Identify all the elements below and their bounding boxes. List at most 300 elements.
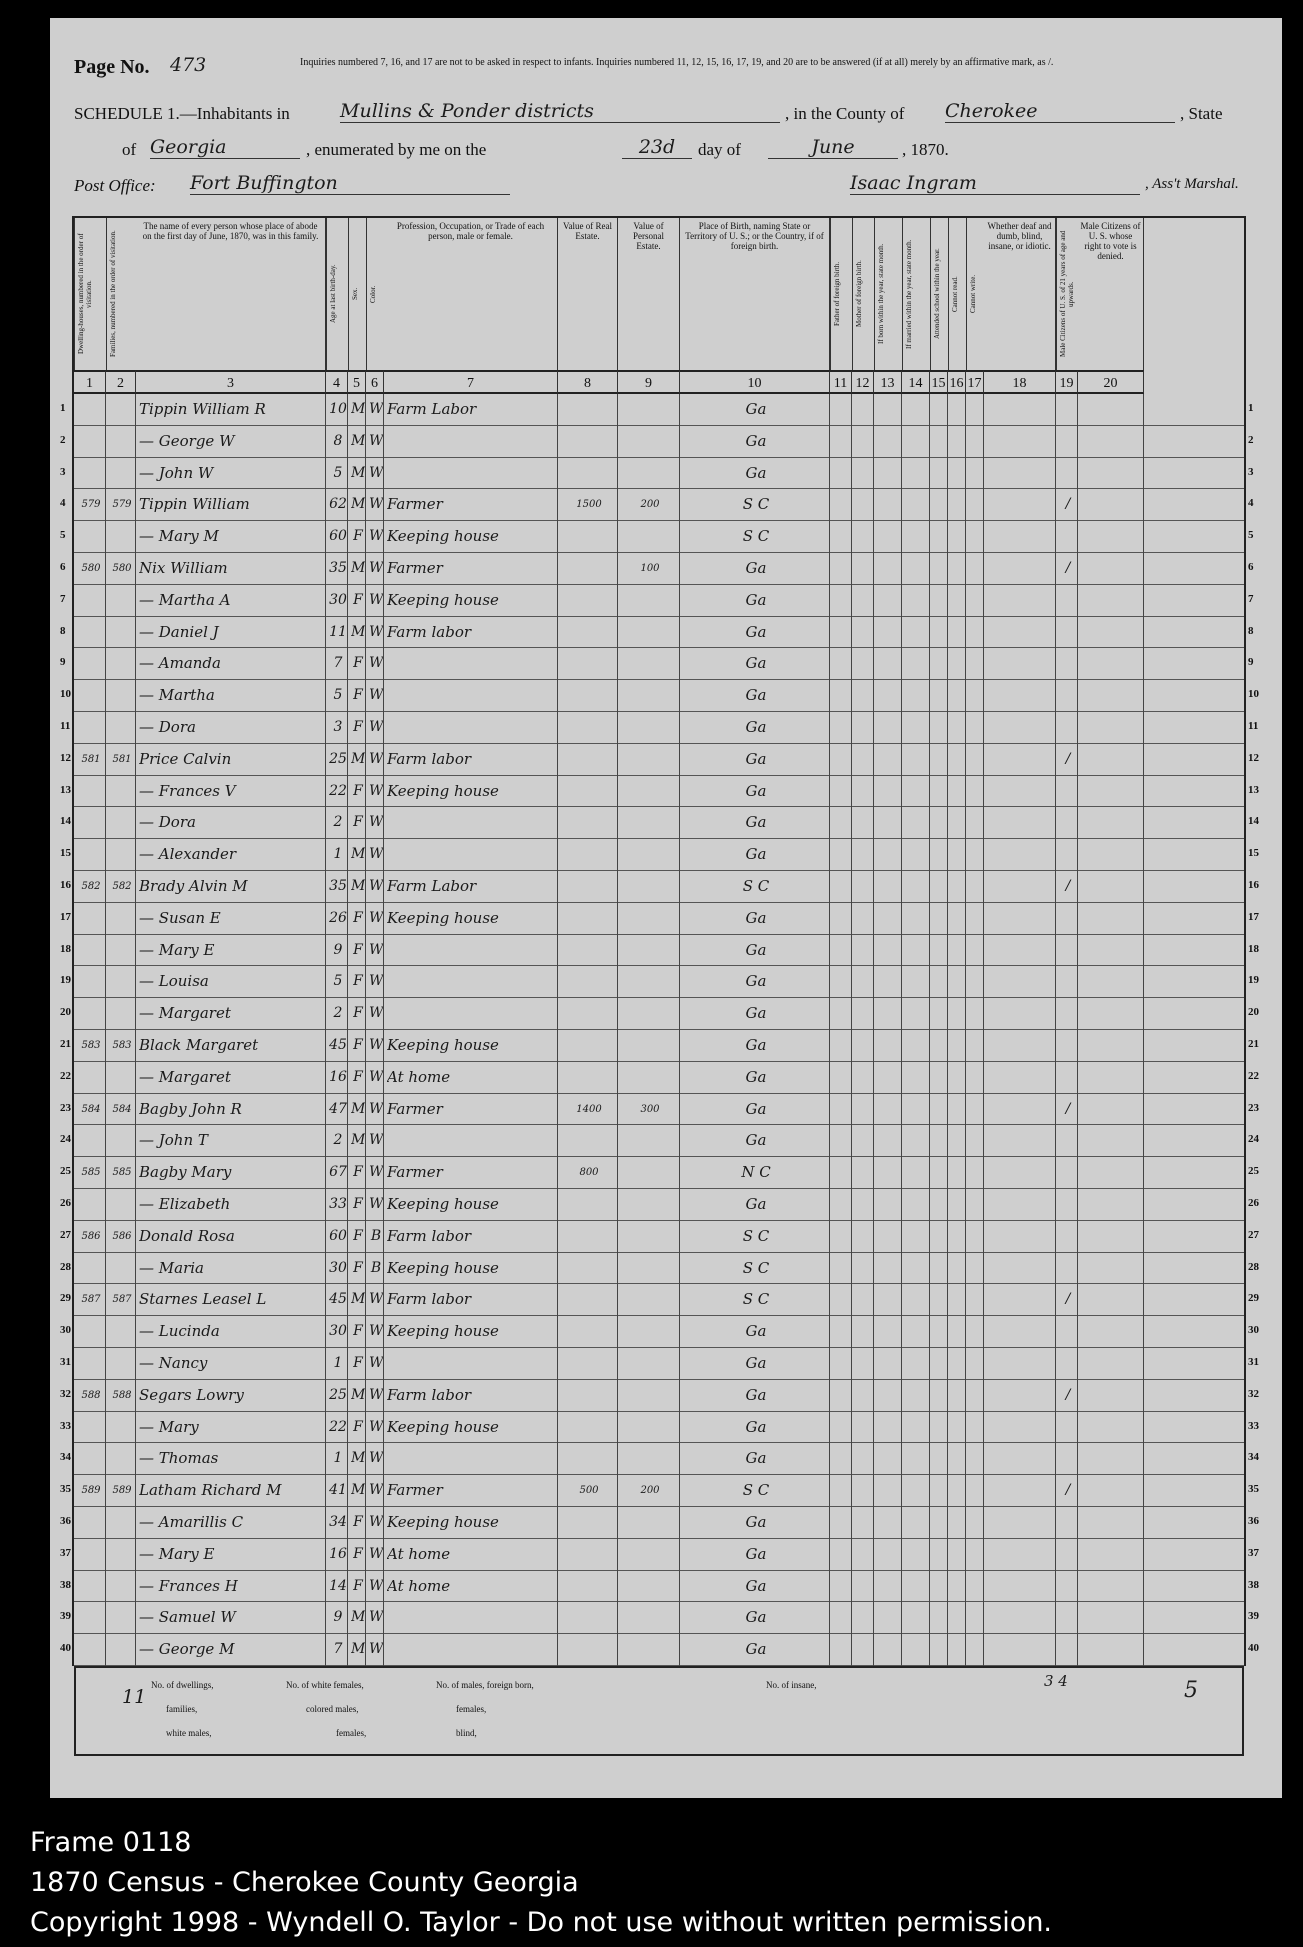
grid-line: [325, 521, 326, 553]
grid-line: [557, 1443, 558, 1475]
cell-color: W: [369, 1100, 383, 1117]
cell-color: W: [369, 1514, 383, 1530]
grid-line: [829, 680, 830, 712]
grid-line: [347, 553, 348, 585]
column-number-10: 10: [680, 370, 830, 394]
cell-re: 800: [579, 1167, 599, 1179]
cell-pe: [621, 966, 679, 998]
line-number-right: 4: [1248, 497, 1254, 510]
cell-name: — Martha: [139, 686, 215, 705]
grid-line: [557, 1284, 558, 1316]
column-number-7: 7: [384, 370, 558, 394]
cell-name: — Samuel W: [139, 1608, 236, 1627]
grid-line: [365, 871, 366, 903]
grid-line: [135, 1221, 136, 1253]
grid-line: [325, 1189, 326, 1221]
grid-line: [1077, 648, 1078, 680]
grid-line: [135, 1157, 136, 1189]
grid-line: [383, 1507, 384, 1539]
grid-line: [829, 648, 830, 680]
grid-line: [1077, 1539, 1078, 1571]
grid-line: [557, 903, 558, 935]
grid-line: [347, 839, 348, 871]
line-number-right: 9: [1248, 656, 1254, 669]
grid-line: [851, 1539, 852, 1571]
cell-color: W: [369, 1577, 383, 1594]
summary-tally-34: 3 4: [1044, 1672, 1068, 1690]
cell-dw: [77, 648, 105, 680]
grid-line: [1077, 617, 1078, 649]
cell-age: 10: [329, 401, 347, 417]
grid-line: [347, 585, 348, 617]
grid-line: [1055, 1030, 1056, 1062]
cell-fam: [109, 1634, 135, 1666]
cell-age: 67: [329, 1164, 347, 1181]
grid-line: [1055, 1412, 1056, 1444]
grid-line: [947, 394, 948, 426]
cell-age: 34: [329, 1514, 347, 1530]
cell-re: [561, 680, 617, 712]
schedule-label: SCHEDULE 1.—Inhabitants in: [74, 104, 290, 123]
state-label: , State: [1180, 104, 1223, 123]
cell-color: W: [369, 1068, 383, 1085]
grid-line: [325, 966, 326, 998]
cell-c19: [1059, 966, 1077, 998]
grid-line: [1055, 998, 1056, 1030]
grid-line: [873, 1253, 874, 1285]
grid-line: [1077, 1380, 1078, 1412]
cell-re: [561, 648, 617, 680]
line-number-left: 26: [60, 1197, 71, 1209]
grid-line: [105, 966, 106, 998]
grid-line: [983, 871, 984, 903]
grid-line: [851, 617, 852, 649]
cell-dw: [77, 1634, 105, 1666]
grid-line: [135, 1507, 136, 1539]
grid-line: [325, 1475, 326, 1507]
grid-line: [1077, 871, 1078, 903]
grid-line: [365, 648, 366, 680]
grid-line: [347, 712, 348, 744]
summary-tally-5: 5: [1184, 1678, 1198, 1703]
day-of-label: day of: [698, 140, 741, 159]
grid-line: [135, 1602, 136, 1634]
cell-fam: [109, 998, 135, 1030]
grid-line: [557, 1062, 558, 1094]
cell-fam: [109, 807, 135, 839]
cell-age: 14: [329, 1577, 347, 1594]
column-header-20: Male Citizens of U. S. whose right to vote is denied.: [1078, 218, 1144, 370]
cell-sex: F: [353, 1196, 363, 1212]
grid-line: [1143, 426, 1144, 458]
grid-line: [135, 521, 136, 553]
grid-line: [1143, 935, 1144, 967]
grid-line: [557, 807, 558, 839]
grid-line: [873, 1316, 874, 1348]
cell-color: W: [369, 1609, 383, 1626]
grid-line: [365, 458, 366, 490]
grid-line: [105, 712, 106, 744]
column-number-16: 16: [948, 370, 966, 394]
grid-line: [851, 776, 852, 808]
grid-line: [929, 1157, 930, 1189]
cell-name: — Maria: [139, 1258, 204, 1277]
grid-line: [617, 1507, 618, 1539]
grid-line: [873, 1443, 874, 1475]
grid-line: [947, 1253, 948, 1285]
cell-age: 2: [333, 814, 343, 831]
grid-line: [965, 1475, 966, 1507]
grid-line: [617, 1316, 618, 1348]
grid-line: [1055, 1221, 1056, 1253]
grid-line: [983, 1443, 984, 1475]
cell-color: B: [370, 1227, 382, 1244]
line-number-left: 33: [60, 1419, 71, 1432]
grid-line: [1077, 458, 1078, 490]
grid-line: [617, 426, 618, 458]
cell-c19: [1059, 1571, 1077, 1603]
grid-line: [1055, 871, 1056, 903]
cell-sex: M: [351, 432, 365, 449]
table-row: [60, 1602, 1259, 1634]
grid-line: [135, 458, 136, 490]
grid-line: [873, 489, 874, 521]
grid-line: [901, 1221, 902, 1253]
line-number-right: 24: [1248, 1133, 1259, 1146]
line-number-right: 13: [1248, 783, 1259, 796]
grid-line: [873, 744, 874, 776]
grid-line: [679, 1062, 680, 1094]
grid-line: [901, 585, 902, 617]
cell-c19: [1059, 1316, 1077, 1348]
grid-line: [1143, 680, 1144, 712]
grid-line: [929, 935, 930, 967]
grid-line: [383, 776, 384, 808]
cell-c19: [1059, 585, 1077, 617]
grid-line: [1077, 807, 1078, 839]
cell-occ: Keeping house: [387, 590, 499, 609]
cell-re: 1400: [576, 1103, 602, 1115]
grid-line: [325, 712, 326, 744]
cell-pe: [621, 1602, 679, 1634]
line-number-right: 5: [1248, 529, 1254, 542]
grid-line: [829, 1125, 830, 1157]
grid-line: [929, 1221, 930, 1253]
grid-line: [1143, 1189, 1144, 1221]
grid-line: [383, 458, 384, 490]
summary-white-females: No. of white females,: [286, 1680, 364, 1690]
grid-line: [1055, 1380, 1056, 1412]
grid-line: [1055, 585, 1056, 617]
grid-line: [1143, 1539, 1144, 1571]
grid-line: [347, 966, 348, 998]
grid-line: [1055, 966, 1056, 998]
cell-re: [561, 1030, 617, 1062]
cell-dw: [77, 1539, 105, 1571]
cell-pe: [621, 1412, 679, 1444]
cell-birth: Ga: [745, 1608, 767, 1627]
grid-line: [929, 1284, 930, 1316]
grid-line: [365, 966, 366, 998]
line-number-left: 10: [60, 688, 71, 701]
line-number-right: 39: [1248, 1610, 1259, 1623]
grid-line: [851, 553, 852, 585]
line-number-left: 23: [60, 1101, 71, 1114]
grid-line: [617, 1062, 618, 1094]
cell-sex: M: [351, 496, 365, 513]
table-row: [60, 807, 1259, 839]
grid-line: [679, 1348, 680, 1380]
cell-birth: S C: [742, 1226, 770, 1245]
cell-name: — Margaret: [139, 1067, 231, 1086]
cell-color: W: [369, 1005, 383, 1022]
grid-line: [901, 1602, 902, 1634]
grid-line: [901, 1507, 902, 1539]
grid-line: [325, 807, 326, 839]
grid-line: [383, 1348, 384, 1380]
grid-line: [901, 1125, 902, 1157]
grid-line: [983, 1348, 984, 1380]
grid-line: [829, 1284, 830, 1316]
grid-line: [873, 458, 874, 490]
cell-re: [561, 585, 617, 617]
cell-fam: [109, 1507, 135, 1539]
grid-line: [365, 1475, 366, 1507]
grid-line: [929, 776, 930, 808]
grid-line: [383, 839, 384, 871]
grid-line: [873, 1030, 874, 1062]
grid-line: [365, 1634, 366, 1666]
grid-line: [1143, 1253, 1144, 1285]
grid-line: [965, 1571, 966, 1603]
grid-line: [617, 1571, 618, 1603]
cell-dw: [77, 1348, 105, 1380]
line-number-right: 8: [1248, 624, 1254, 637]
grid-line: [1143, 1094, 1144, 1126]
grid-line: [851, 744, 852, 776]
grid-line: [929, 1062, 930, 1094]
grid-line: [325, 617, 326, 649]
line-number-left: 2: [60, 433, 66, 446]
grid-line: [929, 458, 930, 490]
grid-line: [347, 935, 348, 967]
cell-c19: [1059, 935, 1077, 967]
grid-line: [679, 807, 680, 839]
grid-line: [105, 1443, 106, 1475]
grid-line: [829, 1221, 830, 1253]
cell-c19: /: [1065, 1386, 1071, 1403]
line-number-left: 28: [60, 1260, 71, 1273]
grid-line: [347, 1412, 348, 1444]
cell-sex: F: [353, 941, 363, 958]
grid-line: [679, 1475, 680, 1507]
grid-line: [1143, 1125, 1144, 1157]
grid-line: [873, 1571, 874, 1603]
cell-color: B: [370, 1259, 382, 1276]
grid-line: [901, 617, 902, 649]
grid-line: [383, 1125, 384, 1157]
grid-line: [325, 394, 326, 426]
cell-name: — Dora: [139, 718, 196, 736]
grid-line: [135, 1094, 136, 1126]
cell-re: [561, 553, 617, 585]
cell-birth: S C: [742, 527, 770, 546]
grid-line: [135, 1125, 136, 1157]
cell-dw: [77, 903, 105, 935]
cell-sex: F: [353, 655, 363, 672]
grid-line: [679, 1221, 680, 1253]
cell-occ: [387, 807, 557, 839]
grid-line: [365, 1221, 366, 1253]
grid-line: [829, 1602, 830, 1634]
cell-age: 5: [333, 464, 343, 481]
grid-line: [679, 617, 680, 649]
line-number-right: 19: [1248, 974, 1259, 987]
line-number-left: 13: [60, 783, 71, 796]
grid-line: [965, 1189, 966, 1221]
cell-color: W: [369, 1196, 383, 1212]
line-number-right: 7: [1248, 592, 1254, 605]
grid-line: [1055, 521, 1056, 553]
grid-line: [135, 1284, 136, 1316]
cell-dw: [77, 585, 105, 617]
summary-females: females,: [336, 1728, 367, 1738]
grid-line: [135, 744, 136, 776]
cell-color: W: [369, 782, 383, 799]
cell-sex: F: [353, 909, 363, 926]
column-header-2: Families, numbered in the order of visitation.: [106, 218, 136, 370]
cell-birth: Ga: [745, 1322, 767, 1341]
table-row: [60, 744, 1259, 776]
grid-line: [929, 617, 930, 649]
cell-re: [561, 1507, 617, 1539]
grid-line: [873, 1157, 874, 1189]
grid-line: [947, 1030, 948, 1062]
grid-line: [347, 1602, 348, 1634]
grid-line: [929, 1253, 930, 1285]
grid-line: [873, 521, 874, 553]
cell-name: Tippin William R: [139, 400, 266, 418]
grid-line: [617, 1443, 618, 1475]
grid-line: [1077, 521, 1078, 553]
line-number-left: 37: [60, 1546, 71, 1559]
grid-line: [873, 1380, 874, 1412]
grid-line: [1143, 394, 1144, 426]
grid-line: [873, 1125, 874, 1157]
grid-line: [947, 1539, 948, 1571]
cell-name: — Frances H: [139, 1576, 238, 1595]
table-row: [60, 680, 1259, 712]
cell-c19: /: [1065, 1482, 1071, 1499]
grid-line: [679, 1094, 680, 1126]
cell-age: 1: [333, 846, 343, 863]
grid-line: [965, 903, 966, 935]
grid-line: [965, 617, 966, 649]
grid-line: [983, 1571, 984, 1603]
cell-dw: [77, 680, 105, 712]
grid-line: [873, 617, 874, 649]
grid-line: [829, 839, 830, 871]
grid-line: [947, 1221, 948, 1253]
cell-age: 2: [333, 1132, 343, 1149]
grid-line: [347, 426, 348, 458]
grid-line: [365, 1571, 366, 1603]
cell-re: [561, 807, 617, 839]
table-row: [60, 521, 1254, 553]
cell-occ: Keeping house: [387, 1258, 499, 1277]
grid-line: [557, 1189, 558, 1221]
grid-line: [365, 744, 366, 776]
cell-sex: M: [351, 1132, 365, 1149]
cell-occ: Farmer: [387, 1481, 443, 1500]
grid-line: [829, 1030, 830, 1062]
grid-line: [365, 1443, 366, 1475]
grid-line: [1077, 1316, 1078, 1348]
grid-line: [851, 680, 852, 712]
cell-sex: F: [353, 1514, 363, 1530]
grid-line: [965, 1348, 966, 1380]
grid-line: [1077, 1348, 1078, 1380]
cell-occ: [387, 680, 557, 712]
grid-line: [983, 1189, 984, 1221]
cell-sex: F: [353, 1418, 363, 1435]
column-header-16: Cannot read.: [948, 218, 966, 370]
grid-line: [983, 1634, 984, 1666]
grid-line: [1143, 1443, 1144, 1475]
table-row: [60, 903, 1259, 935]
line-number-right: 2: [1248, 433, 1254, 446]
cell-fam: 585: [112, 1167, 132, 1179]
grid-line: [901, 966, 902, 998]
grid-line: [829, 1094, 830, 1126]
grid-line: [965, 1443, 966, 1475]
grid-line: [135, 394, 136, 426]
grid-line: [617, 1094, 618, 1126]
cell-re: [561, 1316, 617, 1348]
grid-line: [617, 1412, 618, 1444]
grid-line: [557, 1380, 558, 1412]
grid-line: [929, 1634, 930, 1666]
grid-line: [135, 1475, 136, 1507]
cell-dw: [77, 839, 105, 871]
grid-line: [1077, 426, 1078, 458]
grid-line: [679, 1571, 680, 1603]
grid-line: [105, 1030, 106, 1062]
grid-line: [135, 1571, 136, 1603]
cell-c19: [1059, 776, 1077, 808]
cell-re: [561, 1539, 617, 1571]
cell-birth: Ga: [745, 749, 767, 768]
grid-line: [617, 998, 618, 1030]
grid-line: [829, 1316, 830, 1348]
cell-c19: [1059, 1221, 1077, 1253]
column-number-20: 20: [1078, 370, 1144, 394]
grid-line: [873, 394, 874, 426]
grid-line: [325, 1507, 326, 1539]
grid-line: [947, 903, 948, 935]
table-row: [60, 1221, 1259, 1253]
cell-name: Bagby Mary: [139, 1163, 232, 1182]
grid-line: [829, 744, 830, 776]
cell-name: — Thomas: [139, 1449, 219, 1468]
grid-line: [1143, 1475, 1144, 1507]
grid-line: [105, 1094, 106, 1126]
post-office-label: Post Office:: [74, 176, 156, 195]
cell-sex: F: [353, 1355, 363, 1371]
grid-line: [947, 1412, 948, 1444]
grid-line: [557, 1094, 558, 1126]
grid-line: [901, 394, 902, 426]
